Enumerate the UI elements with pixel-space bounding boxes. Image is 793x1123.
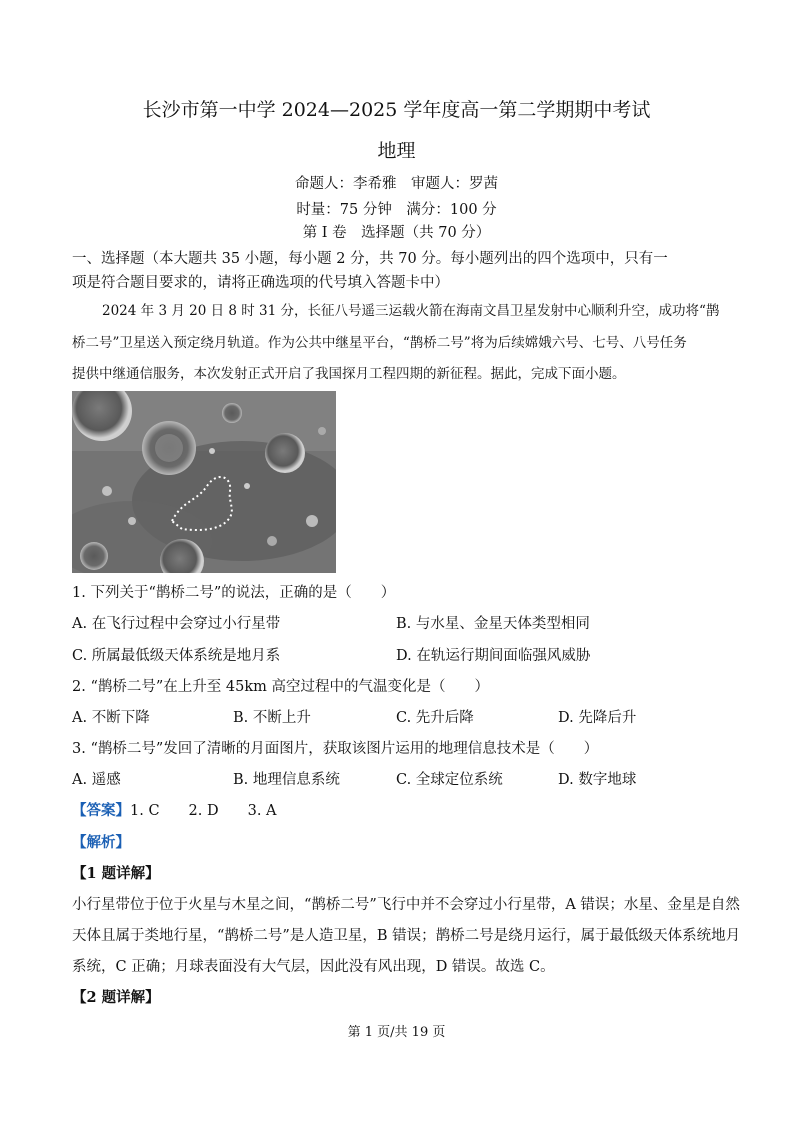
question-3-option-d: D. 数字地球 <box>558 772 637 788</box>
question-1-option-c: C. 所属最低级天体系统是地月系 <box>72 648 281 664</box>
q1-detail-line-3: 系统，C 正确；月球表面没有大气层，因此没有风出现，D 错误。故选 C。 <box>72 959 555 975</box>
question-1-option-a: A. 在飞行过程中会穿过小行星带 <box>72 616 281 632</box>
moon-surface-image <box>72 391 336 573</box>
answer-line <box>72 801 277 821</box>
q1-detail-line-1: 小行星带位于位于火星与木星之间，“鹊桥二号”飞行中并不会穿过小行星带，A 错误；水星、金星是自然 <box>72 897 740 913</box>
question-3-option-b: B. 地理信息系统 <box>233 772 340 788</box>
subject-title: 地理 <box>377 140 416 162</box>
question-2-option-d: D. 先降后升 <box>558 710 637 726</box>
question-1-option-d: D. 在轨运行期间面临强风威胁 <box>396 648 591 664</box>
question-1-stem: 1. 下列关于“鹊桥二号”的说法，正确的是（ ） <box>72 585 396 601</box>
question-2-option-c: C. 先升后降 <box>396 710 474 726</box>
answer-values: 1. C 2. D 3. A <box>130 803 277 819</box>
section-instruction-line-1: 一、选择题（本大题共 35 小题，每小题 2 分，共 70 分。每小题列出的四个选项中，只有一 <box>72 251 668 267</box>
authors-line: 命题人：李希雅 审题人：罗茜 <box>295 176 498 192</box>
answer-label: 【答案】 <box>72 802 130 819</box>
exam-title: 长沙市第一中学 2024—2025 学年度高一第二学期期中考试 <box>142 99 651 121</box>
moon-surface-photo <box>72 391 336 573</box>
q1-detail-label: 【1 题详解】 <box>72 865 160 882</box>
question-2-stem: 2. “鹊桥二号”在上升至 45km 高空过程中的气温变化是（ ） <box>72 679 489 695</box>
question-3-stem: 3. “鹊桥二号”发回了清晰的月面图片，获取该图片运用的地理信息技术是（ ） <box>72 741 599 757</box>
volume-heading: 第 I 卷 选择题（共 70 分） <box>302 225 491 241</box>
page-number: 第 1 页/共 19 页 <box>347 1025 446 1040</box>
section-instruction-line-2: 项是符合题目要求的，请将正确选项的代号填入答题卡中） <box>72 275 449 291</box>
q1-detail-line-2: 天体且属于类地行星，“鹊桥二号”是人造卫星，B 错误；鹊桥二号是绕月运行，属于最低级天体系统地月 <box>72 928 741 944</box>
question-3-option-c: C. 全球定位系统 <box>396 772 503 788</box>
question-2-option-a: A. 不断下降 <box>72 710 150 726</box>
question-2-option-b: B. 不断上升 <box>233 710 311 726</box>
question-3-option-a: A. 遥感 <box>72 772 121 788</box>
q2-detail-label: 【2 题详解】 <box>72 989 160 1006</box>
analysis-label: 【解析】 <box>72 834 130 851</box>
passage-line-1: 2024 年 3 月 20 日 8 时 31 分，长征八号遥三运载火箭在海南文昌卫星发射中心顺利升空，成功将“鹊 <box>102 303 720 319</box>
question-1-option-b: B. 与水星、金星天体类型相同 <box>396 616 590 632</box>
time-score-line: 时量：75 分钟 满分：100 分 <box>296 202 497 218</box>
passage-line-2: 桥二号”卫星送入预定绕月轨道。作为公共中继星平台，“鹊桥二号”将为后续嫦娥六号、七号、八号任务 <box>72 335 687 351</box>
passage-line-3: 提供中继通信服务，本次发射正式开启了我国探月工程四期的新征程。据此，完成下面小题。 <box>72 366 626 382</box>
